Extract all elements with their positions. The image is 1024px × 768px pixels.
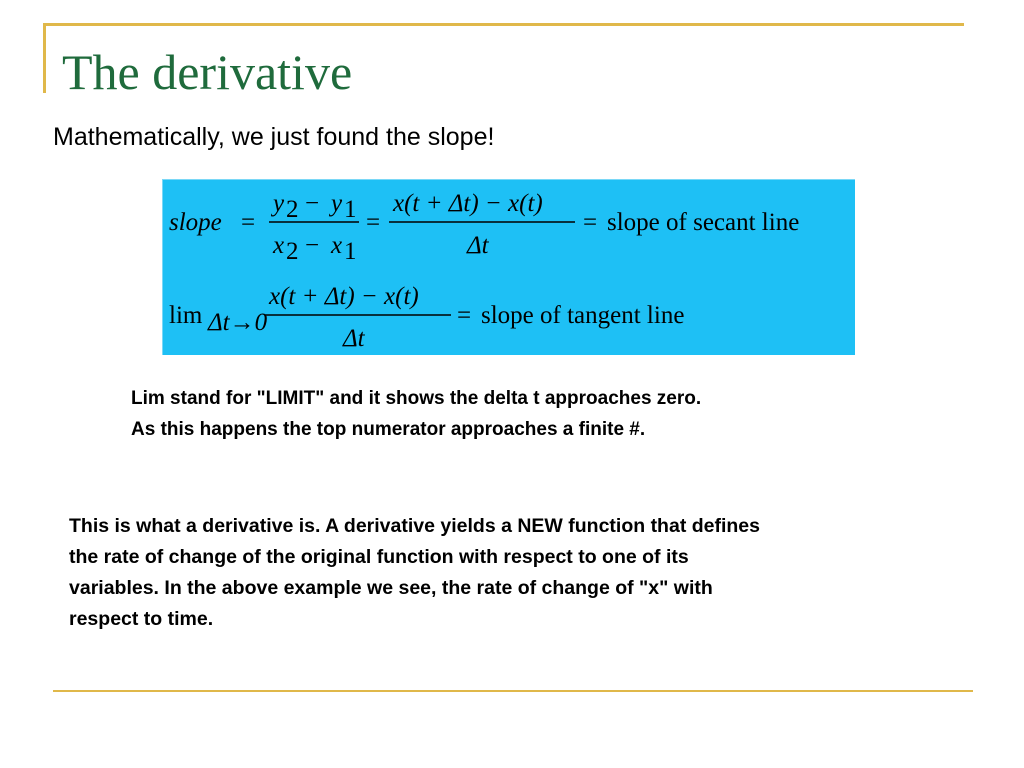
limit-note-line: As this happens the top numerator approaches a finite #. bbox=[131, 419, 646, 440]
x2-subscript: 2 bbox=[286, 238, 299, 265]
derivative-explanation bbox=[69, 511, 999, 635]
limit-note bbox=[131, 383, 931, 445]
secant-denominator: Δt bbox=[467, 232, 489, 259]
equals-sign-1: = bbox=[241, 209, 256, 236]
slide-title: The derivative bbox=[62, 44, 353, 100]
bottom-rule bbox=[53, 690, 973, 692]
equation-box bbox=[162, 179, 855, 355]
y2-symbol: y bbox=[273, 190, 285, 217]
equals-sign-3: = bbox=[583, 209, 598, 236]
secant-numerator: x(t + Δt) − x(t) bbox=[393, 190, 543, 217]
tangent-numerator: x(t + Δt) − x(t) bbox=[269, 283, 419, 310]
slope-word: slope bbox=[169, 209, 222, 236]
explanation-line: the rate of change of the original function with respect to one of its bbox=[69, 546, 689, 568]
y2-subscript: 2 bbox=[286, 196, 299, 223]
left-rule bbox=[43, 23, 46, 93]
y1-subscript: 1 bbox=[344, 196, 357, 223]
minus-sign-1: − bbox=[305, 190, 320, 217]
x1-subscript: 1 bbox=[344, 238, 357, 265]
equals-sign-4: = bbox=[457, 302, 472, 329]
lim-subscript: Δt→0 bbox=[208, 309, 268, 336]
minus-sign-2: − bbox=[305, 232, 320, 259]
lim-word: lim bbox=[169, 302, 203, 329]
explanation-line: variables. In the above example we see, the rate of change of "x" with bbox=[69, 577, 713, 599]
limit-note-line: Lim stand for "LIMIT" and it shows the delta t approaches zero. bbox=[131, 388, 702, 409]
secant-label: slope of secant line bbox=[607, 209, 800, 236]
equals-sign-2: = bbox=[366, 209, 381, 236]
slide-subtitle: Mathematically, we just found the slope! bbox=[53, 123, 495, 151]
x1-symbol: x bbox=[331, 232, 343, 259]
tangent-label: slope of tangent line bbox=[481, 302, 685, 329]
x2-symbol: x bbox=[273, 232, 285, 259]
tangent-denominator: Δt bbox=[343, 325, 365, 352]
explanation-line: respect to time. bbox=[69, 608, 214, 630]
equation-graphic bbox=[163, 180, 855, 355]
y1-symbol: y bbox=[331, 190, 343, 217]
explanation-line: This is what a derivative is. A derivative yields a NEW function that defines bbox=[69, 515, 760, 537]
top-rule bbox=[43, 23, 964, 26]
